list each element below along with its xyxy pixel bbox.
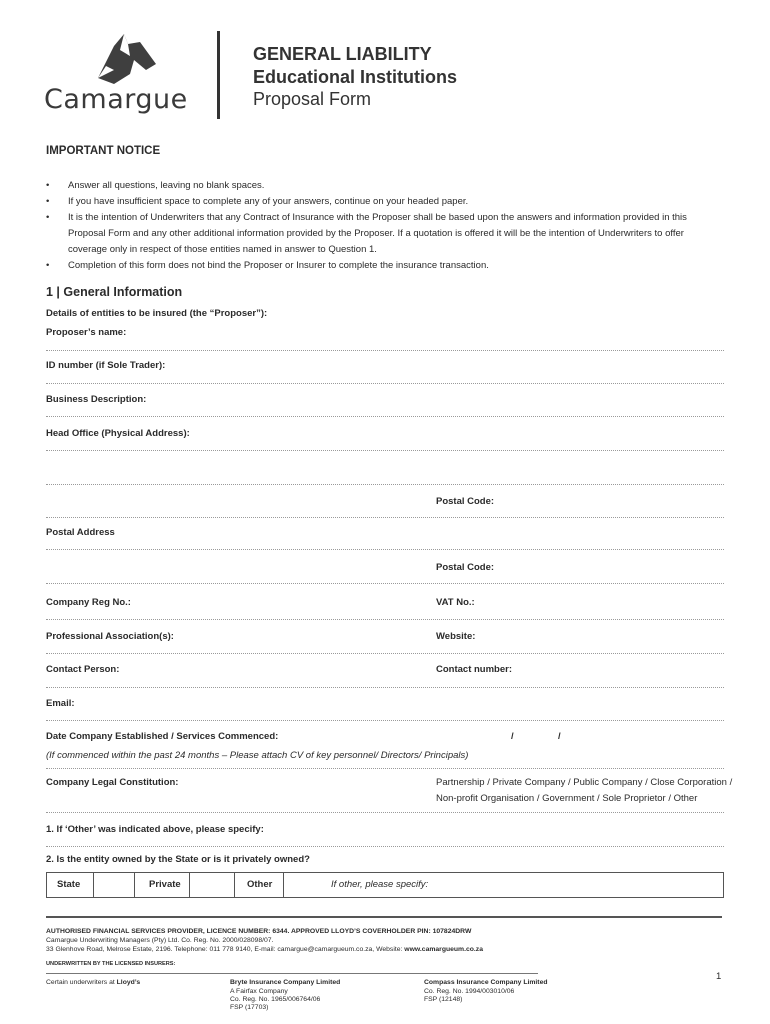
date-separator: / — [511, 731, 514, 742]
other-option-label: Other — [247, 879, 273, 890]
address-text: 33 Glenhove Road, Melrose Estate, 2196. Telephone: 011 778 9140, E-mail: camargue@camargueum.co.za, Website: — [46, 946, 403, 953]
question-other-field[interactable] — [46, 846, 724, 847]
email-field[interactable] — [46, 720, 724, 721]
question-owned-label: 2. Is the entity owned by the State or is it privately owned? — [46, 854, 310, 865]
private-option-label: Private — [149, 879, 181, 890]
compass-name: Compass Insurance Company Limited — [424, 979, 548, 986]
footer-divider — [46, 916, 722, 918]
private-checkbox[interactable] — [189, 873, 235, 897]
page-number: 1 — [716, 971, 722, 982]
notice-item — [46, 210, 696, 258]
head-office-label: Head Office (Physical Address): — [46, 428, 190, 439]
notice-item — [46, 194, 696, 210]
notice-heading: IMPORTANT NOTICE — [46, 145, 161, 157]
other-checkbox[interactable] — [283, 873, 324, 897]
company-reg-label: Company Reg No.: — [46, 597, 131, 608]
head-office-postal-code-field[interactable] — [46, 517, 724, 518]
bryte-line4: FSP (17703) — [230, 1004, 269, 1011]
legal-constitution-field[interactable] — [46, 812, 724, 813]
form-title-line2: Educational Institutions — [253, 67, 458, 87]
legal-constitution-label: Company Legal Constitution: — [46, 777, 179, 788]
details-label: Details of entities to be insured (the “Proposer”): — [46, 308, 268, 319]
professional-association-label: Professional Association(s): — [46, 631, 174, 642]
company-reg-vat-field[interactable] — [46, 619, 724, 620]
association-website-field[interactable] — [46, 653, 724, 654]
legal-options-line1[interactable]: Partnership / Private Company / Public Company / Close Corporation / — [436, 777, 733, 788]
contact-number-label: Contact number: — [436, 664, 512, 675]
date-separator: / — [558, 731, 561, 742]
date-established-label: Date Company Established / Services Commenced: — [46, 731, 279, 742]
notice-list — [46, 178, 696, 274]
email-label: Email: — [46, 698, 75, 709]
date-note: (If commenced within the past 24 months – Please attach CV of key personnel/ Directors/ Principals) — [46, 750, 469, 761]
address-line — [46, 946, 483, 953]
id-number-field[interactable] — [46, 383, 724, 384]
form-title-line3: Proposal Form — [253, 89, 372, 109]
website-link[interactable]: www.camargueum.co.za — [404, 946, 483, 953]
head-office-postal-code-label: Postal Code: — [436, 496, 495, 507]
compass-line2: Co. Reg. No. 1994/003010/06 — [424, 988, 515, 995]
postal-code-field[interactable] — [46, 583, 724, 584]
notice-text: If you have insufficient space to complete any of your answers, continue on your headed paper. — [68, 196, 469, 207]
state-checkbox[interactable] — [93, 873, 135, 897]
bryte-line3: Co. Reg. No. 1965/006764/06 — [230, 996, 321, 1003]
bullet-icon: • — [46, 212, 50, 223]
contact-field[interactable] — [46, 687, 724, 688]
proposer-name-label: Proposer’s name: — [46, 327, 127, 338]
id-number-label: ID number (if Sole Trader): — [46, 360, 166, 371]
head-office-field-line2[interactable] — [46, 484, 724, 485]
vat-label: VAT No.: — [436, 597, 475, 608]
underwritten-label: UNDERWRITTEN BY THE LICENSED INSURERS: — [46, 961, 176, 967]
bullet-icon: • — [46, 196, 50, 207]
compass-line3: FSP (12148) — [424, 996, 463, 1003]
form-title-line1: GENERAL LIABILITY — [253, 44, 432, 64]
business-description-field[interactable] — [46, 416, 724, 417]
head-office-field-line1[interactable] — [46, 450, 724, 451]
legal-options-line2[interactable]: Non-profit Organisation / Government / Sole Proprietor / Other — [436, 793, 698, 804]
postal-address-label: Postal Address — [46, 527, 115, 538]
proposer-name-field[interactable] — [46, 350, 724, 351]
contact-person-label: Contact Person: — [46, 664, 120, 675]
section-heading: 1 | General Information — [46, 285, 183, 299]
other-specify-label: If other, please specify: — [331, 879, 429, 890]
bullet-icon: • — [46, 260, 50, 271]
header-divider — [217, 31, 220, 119]
lloyds-prefix: Certain underwriters at — [46, 979, 115, 986]
bullet-icon: • — [46, 180, 50, 191]
postal-code-label: Postal Code: — [436, 562, 495, 573]
website-label: Website: — [436, 631, 476, 642]
business-description-label: Business Description: — [46, 394, 147, 405]
notice-text: It is the intention of Underwriters that any Contract of Insurance with the Proposer shall be based upon the answers and information provided in this Proposal Form and any other additional information provided by the Proposer. If a quotation is offered it will be the intention of Underwriters to offer coverage only in respect of those entities named in answer to Question 1. — [68, 212, 687, 255]
bryte-name: Bryte Insurance Company Limited — [230, 979, 341, 986]
notice-item — [46, 258, 696, 274]
lloyds-line — [46, 979, 140, 986]
bryte-line2: A Fairfax Company — [230, 988, 288, 995]
logo-wordmark: Camargue — [44, 84, 188, 115]
state-option-label: State — [57, 879, 81, 890]
question-other-label: 1. If ‘Other’ was indicated above, please specify: — [46, 824, 264, 835]
horse-head-logo-icon — [84, 30, 164, 86]
postal-address-field[interactable] — [46, 549, 724, 550]
footer-thin-divider — [46, 973, 538, 974]
fsp-line: AUTHORISED FINANCIAL SERVICES PROVIDER, LICENCE NUMBER: 6344. APPROVED LLOYD’S COVERHOLDER PIN: 107824DRW — [46, 928, 472, 935]
lloyds-name: Lloyd’s — [116, 979, 141, 986]
notice-text: Answer all questions, leaving no blank spaces. — [68, 180, 265, 191]
notice-item — [46, 178, 696, 194]
notice-text: Completion of this form does not bind the Proposer or Insurer to complete the insurance transaction. — [68, 260, 489, 271]
date-field[interactable] — [46, 768, 724, 769]
ownership-options-box — [46, 872, 724, 898]
company-line: Camargue Underwriting Managers (Pty) Ltd. Co. Reg. No. 2000/028098/07. — [46, 937, 274, 944]
